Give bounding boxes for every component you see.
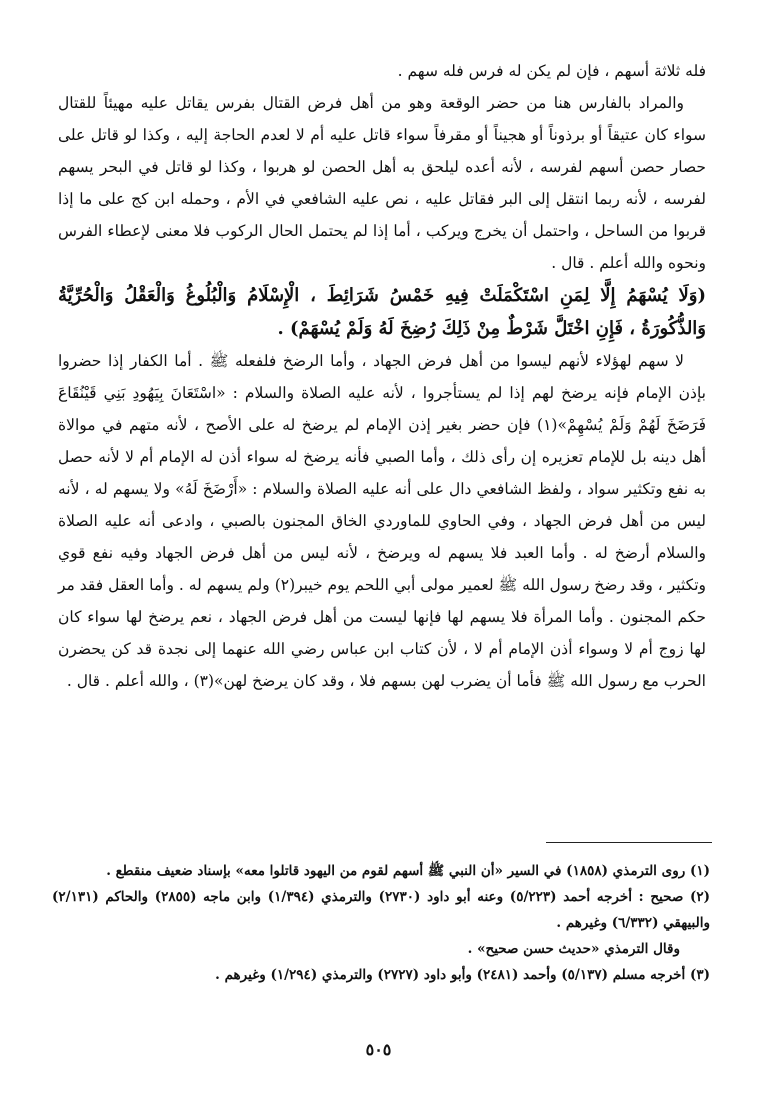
page-number: ٥٠٥: [365, 1040, 392, 1059]
paragraph-1: فله ثلاثة أسهم ، فإن لم يكن له فرس فله سهم .: [397, 62, 706, 80]
footnote-1: (١) روى الترمذي (١٨٥٨) في السير «أن النبي ﷺ أسهم لقوم من اليهود قاتلوا معه» بإسناد ضعيف منقطع .: [106, 863, 710, 879]
footnote-2-note: وقال الترمذي «حديث حسن صحيح» .: [467, 941, 680, 957]
paragraph-2: والمراد بالفارس هنا من حضر الوقعة وهو من أهل فرض القتال بفرس يقاتل عليه مهيئاً للقتال سواء كان عتيقاً أو برذوناً أو هجيناً أو مقرفاً سواء قاتل عليه أم لا لعدم الحاجة إليه ، وكذا لو قاتل على حصار حصن أسهم لفرسه ، لأنه أعده ليلحق به أهل الحصن لو هربوا ، وكذا لو قاتل في البحر يسهم لفرسه ، لأنه ربما انتقل إلى البر فقاتل عليه ، نص عليه الشافعي في الأم ، وحمله ابن كج على ما إذا قربوا من الساحل ، واحتمل أن يخرج ويركب ، أما إذا لم يحتمل الحال الركوب فلا معنى لإعطاء الفرس ونحوه والله أعلم . قال .: [58, 94, 706, 272]
footnote-3: (٣) أخرجه مسلم (٥/١٣٧) وأحمد (٢٤٨١) وأبو داود (٢٧٢٧) والترمذي (١/٢٩٤) وغيرهم .: [215, 967, 710, 983]
footnote-separator: [546, 842, 712, 843]
footnote-2: (٢) صحيح : أخرجه أحمد (٥/٢٢٣) وعنه أبو داود (٢٧٣٠) والترمذي (١/٣٩٤) وابن ماجه (٢٨٥٥) والحاكم (٢/١٣١) والبيهقي (٦/٣٣٢) وغيرهم .: [52, 889, 711, 931]
main-text: [58, 55, 706, 697]
body-text: [58, 55, 706, 697]
footnotes: [52, 858, 710, 988]
matn-text: (وَلَا يُسْهَمُ إِلَّا لِمَنِ اسْتَكْمَلَتْ فِيهِ خَمْسُ شَرَائِطَ ، الْإِسْلَامُ وَالْبُلُوغُ وَالْعَقْلُ وَالْحُرِّيَّةُ وَالذُّكُورَةُ ، فَإِنِ اخْتَلَّ شَرْطٌ مِنْ ذَلِكَ رُضِخَ لَهُ وَلَمْ يُسْهَمْ) .: [58, 285, 706, 339]
paragraph-3: لا سهم لهؤلاء لأنهم ليسوا من أهل فرض الجهاد ، وأما الرضخ فلفعله ﷺ . أما الكفار إذا حضروا بإذن الإمام فإنه يرضخ لهم إذا لم يستأجروا ، لأنه عليه الصلاة والسلام : «اسْتَعَانَ بِيَهُودِ بَنِي قَيْنُقَاعَ فَرَضَخَ لَهُمْ وَلَمْ يُسْهِمْ»(١) فإن حضر بغير إذن الإمام لم يرضخ له على الأصح ، لأنه متهم في موالاة أهل دينه بل للإمام تعزيره إن رأى ذلك ، وأما الصبي فأنه يرضخ له سواء أذن له الإمام أم لا لأنه حصل به نفع وتكثير سواد ، ولفظ الشافعي دال على أنه عليه الصلاة والسلام : «أَرْضَخَ لَهُ» ولا يسهم له ، لأنه ليس من أهل فرض الجهاد ، وفي الحاوي للماوردي الخاق المجنون بالصبي ، وادعى أنه عليه الصلاة والسلام أرضخ له . وأما العبد فلا يسهم له ويرضخ ، لأنه ليس من أهل فرض الجهاد وفيه نفع قوي وتكثير ، وقد رضخ رسول الله ﷺ لعمير مولى أبي اللحم يوم خيبر(٢) ولم يسهم له . وأما العقل فقد مر حكم المجنون . وأما المرأة فلا يسهم لها فإنها ليست من أهل فرض الجهاد ، نعم يرضخ لها سواء كان لها زوج أم لا وسواء أذن الإمام أم لا ، لأن كتاب ابن عباس رضي الله عنهما إلى نجدة قد كن يحضرن الحرب مع رسول الله ﷺ فأما أن يضرب لهن بسهم فلا ، وقد كان يرضخ لهن»(٣) ، والله أعلم . قال .: [58, 352, 706, 690]
